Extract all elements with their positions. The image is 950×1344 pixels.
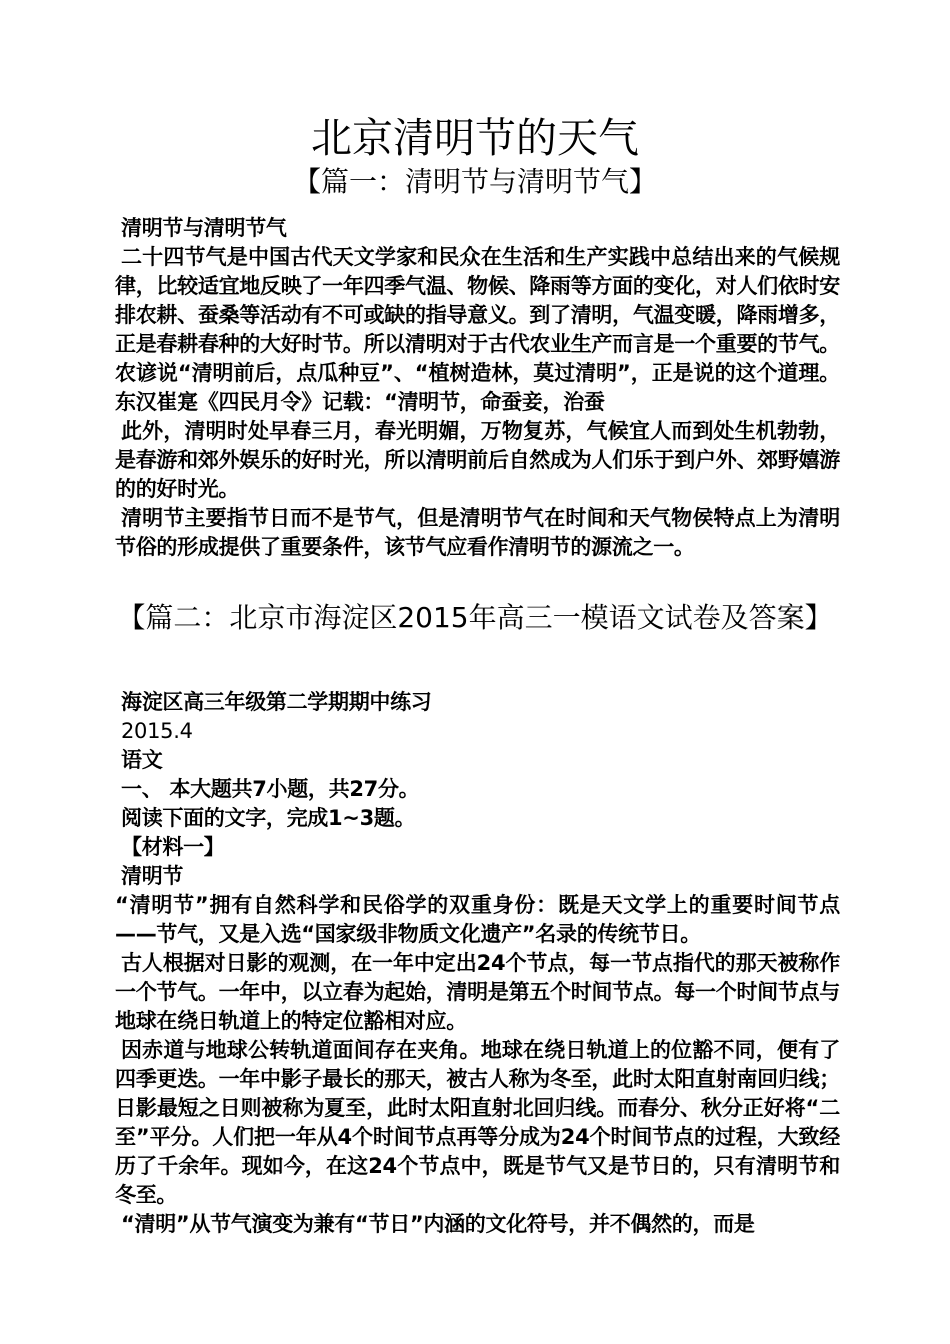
exam-part-one: 一、 本大题共7小题，共27分。 <box>121 777 420 801</box>
section-two-heading: 【篇二：北京市海淀区2015年高三一模语文试卷及答案】 <box>117 601 833 634</box>
material-paragraph: “清明”从节气演变为兼有“节日”内涵的文化符号，并不偶然的，而是 <box>121 1212 755 1236</box>
section-one-paragraph: 二十四节气是中国古代天文学家和民众在生活和生产实践中总结出来的气候规律，比较适宜地反映了一年四季气温、物候、降雨等方面的变化，对人们依时安排农耕、蚕桑等活动有不可或缺的指导意义。到了清明，气温变暖，降雨增多，正是春耕春种的大好时节。所以清明对于古代农业生产而言是一个重要的节气。农谚说“清明前后，点瓜种豆”、“植树造林，莫过清明”，正是说的这个道理。东汉崔寔《四民月令》记载：“清明节，命蚕妾，治蚕 <box>115 245 840 414</box>
exam-instruction: 阅读下面的文字，完成1~3题。 <box>121 806 416 830</box>
exam-date: 2015.4 <box>121 719 193 743</box>
exam-title: 海淀区高三年级第二学期期中练习 <box>121 690 432 714</box>
section-two-body <box>115 688 840 1239</box>
material-title: 清明节 <box>121 864 184 888</box>
section-one-heading: 【篇一：清明节与清明节气】 <box>292 165 657 198</box>
section-one-subtitle: 清明节与清明节气 <box>121 216 287 240</box>
exam-subject: 语文 <box>121 748 163 772</box>
material-label: 【材料一】 <box>121 835 225 859</box>
section-one-paragraph: 清明节主要指节日而不是节气，但是清明节气在时间和天气物侯特点上为清明节俗的形成提供了重要条件，该节气应看作清明节的源流之一。 <box>115 506 840 559</box>
section-one-paragraph: 此外，清明时处早春三月，春光明媚，万物复苏，气候宜人而到处生机勃勃，是春游和郊外娱乐的好时光，所以清明前后自然成为人们乐于到户外、郊野嬉游的的好时光。 <box>115 419 840 501</box>
material-paragraph: 因赤道与地球公转轨道面间存在夹角。地球在绕日轨道上的位豁不同，便有了四季更迭。一年中影子最长的那天，被古人称为冬至，此时太阳直射南回归线；日影最短之日则被称为夏至，此时太阳直射北回归线。而春分、秋分正好将“二至”平分。人们把一年从4个时间节点再等分成为24个时间节点的过程，大致经历了千余年。现如今，在这24个节点中，既是节气又是节日的，只有清明节和冬至。 <box>115 1038 840 1207</box>
material-paragraph: “清明节”拥有自然科学和民俗学的双重身份：既是天文学上的重要时间节点——节气，又是入选“国家级非物质文化遗产”名录的传统节日。 <box>115 893 840 946</box>
document-title: 北京清明节的天气 <box>311 114 639 162</box>
material-paragraph: 古人根据对日影的观测，在一年中定出24个节点，每一节点指代的那天被称作一个节气。一年中，以立春为起始，清明是第五个时间节点。每一个时间节点与地球在绕日轨道上的特定位豁相对应。 <box>115 951 840 1033</box>
section-one-body <box>115 214 840 562</box>
